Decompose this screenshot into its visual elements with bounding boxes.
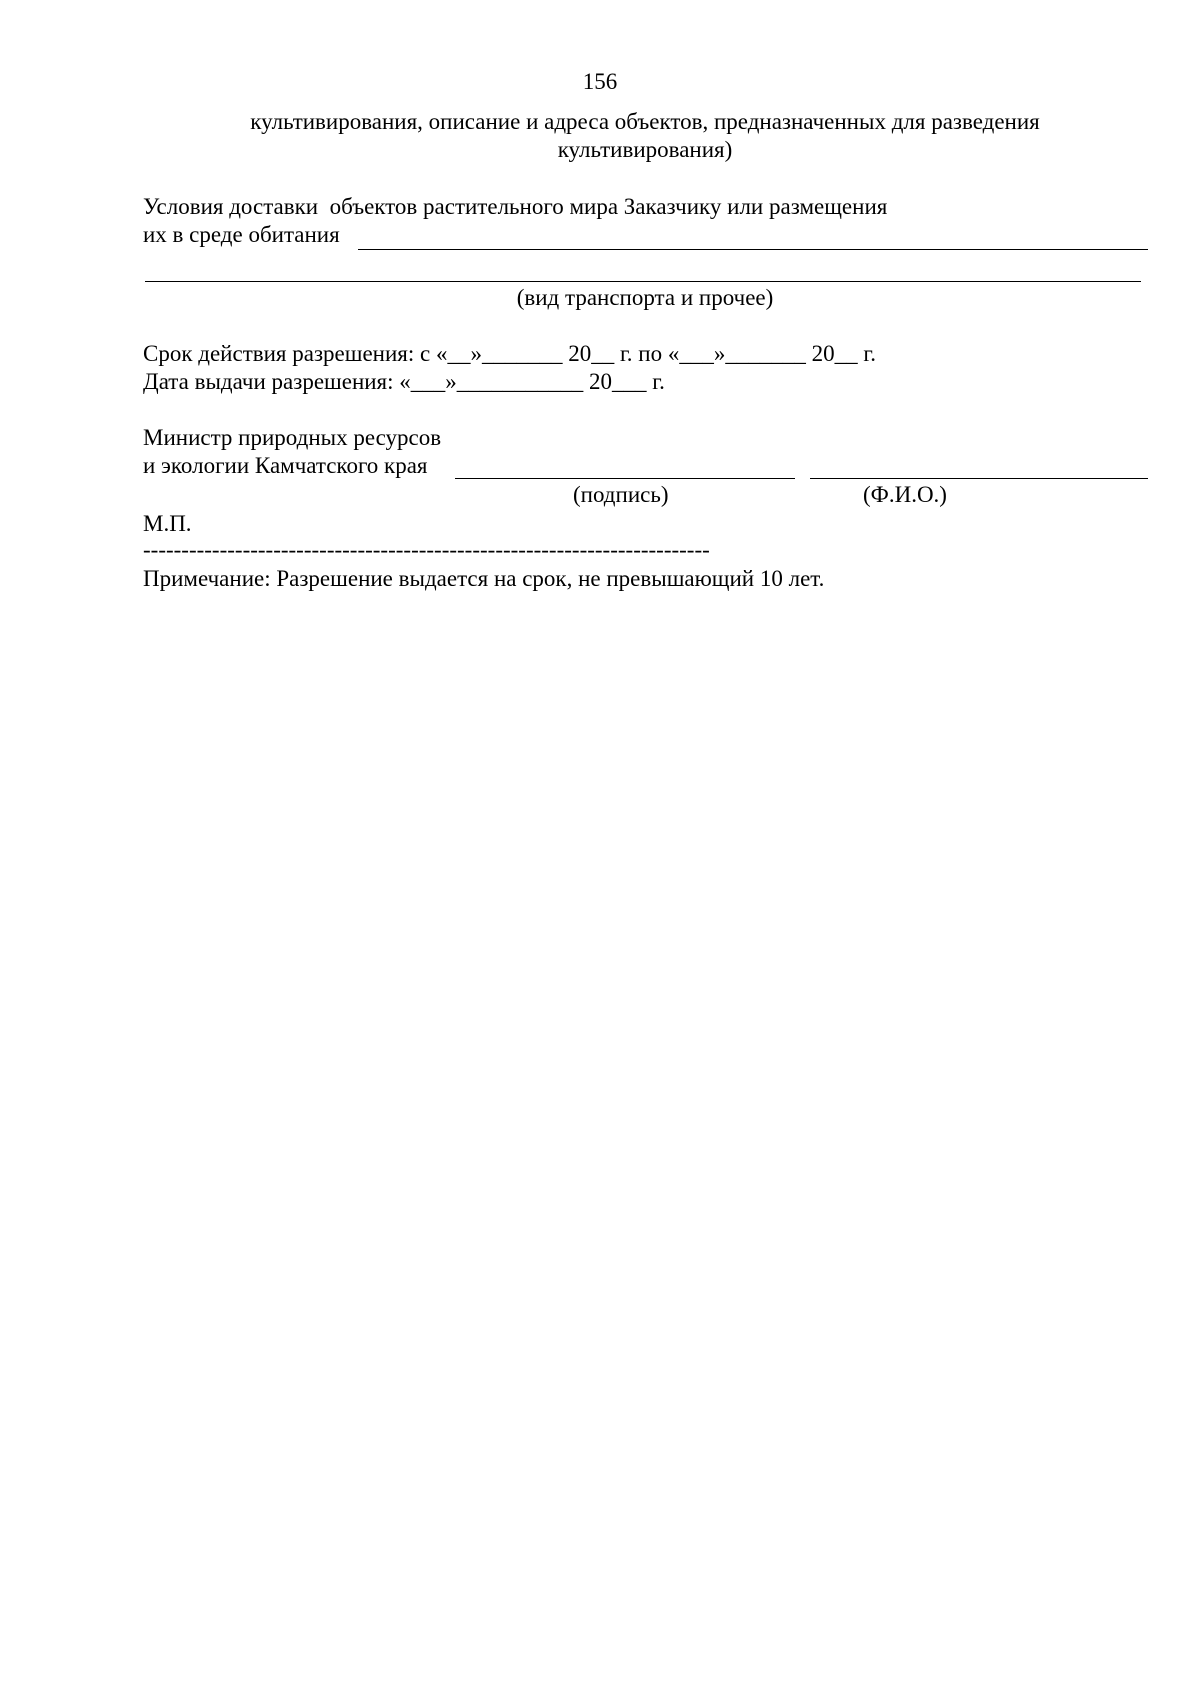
signature-caption: (подпись) [573, 482, 669, 507]
delivery-conditions-fill-line [358, 249, 1148, 250]
signature-line [455, 478, 795, 479]
delivery-conditions-line-1: Условия доставки объектов растительного мира Заказчику или размещения [143, 194, 888, 219]
delivery-conditions-label: их в среде обитания [143, 222, 340, 247]
transport-caption: (вид транспорта и прочее) [516, 285, 774, 310]
continuation-line-1: культивирования, описание и адреса объектов, предназначенных для разведения [250, 109, 1040, 134]
delivery-conditions-fill-line-2 [145, 281, 1141, 282]
full-name-caption: (Ф.И.О.) [863, 482, 947, 507]
minister-title-line-2: и экологии Камчатского края [143, 453, 428, 478]
full-name-line [810, 478, 1148, 479]
stamp-place-label: М.П. [143, 511, 192, 536]
continuation-line-2: культивирования) [557, 137, 733, 162]
footnote: Примечание: Разрешение выдается на срок, не превышающий 10 лет. [143, 566, 825, 591]
minister-title-line-1: Министр природных ресурсов [143, 425, 442, 450]
page-number: 156 [582, 69, 618, 94]
permit-validity-period: Срок действия разрешения: с «__»_______ 20__ г. по «___»_______ 20__ г. [143, 341, 876, 366]
permit-issue-date: Дата выдачи разрешения: «___»___________ 20___ г. [143, 369, 665, 394]
note-separator: -------------------------------------------------------------------------- [143, 540, 710, 560]
